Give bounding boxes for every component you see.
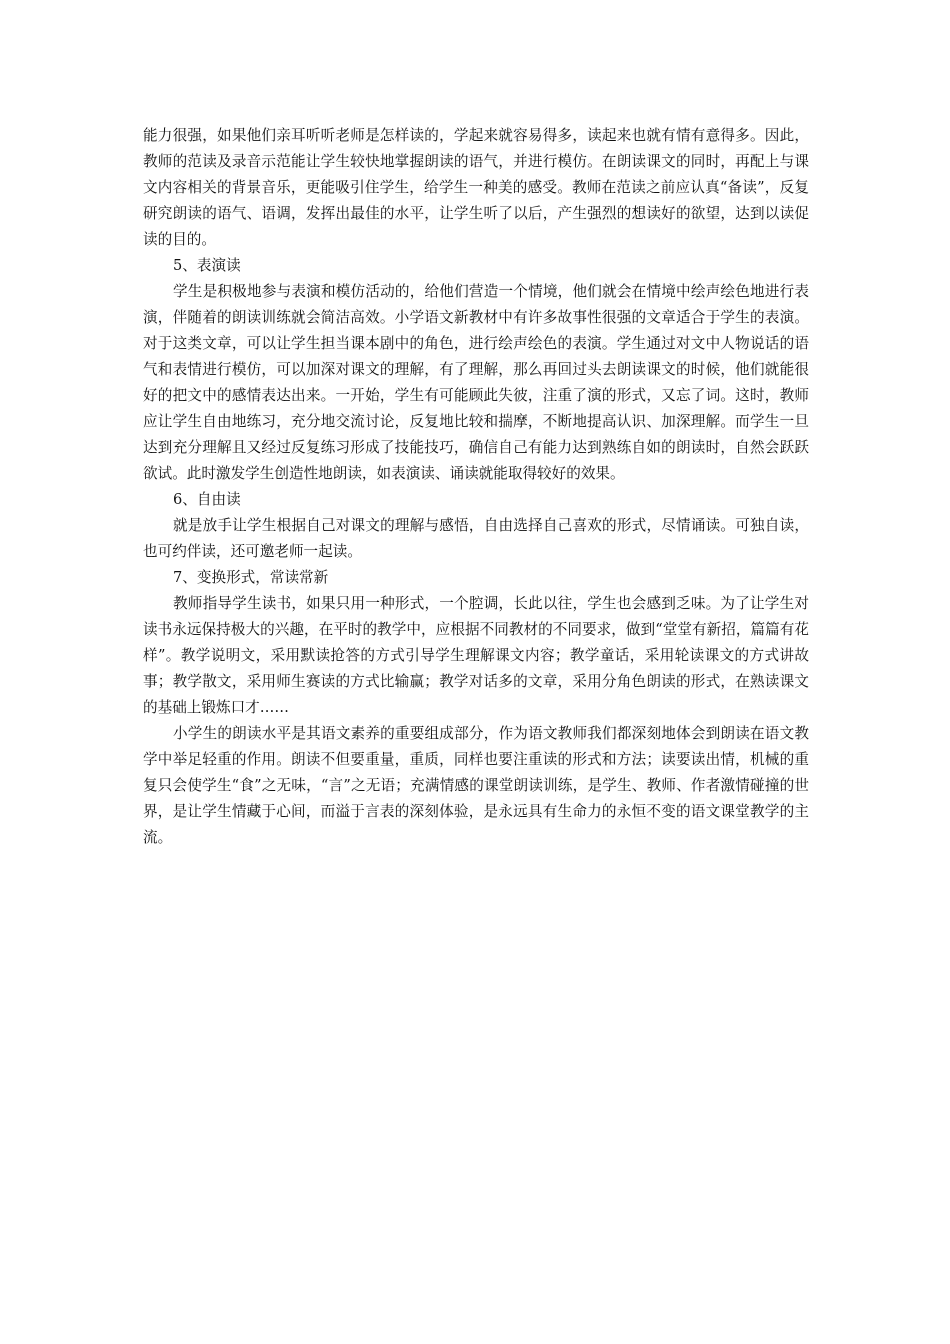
paragraph-conclusion: 小学生的朗读水平是其语文素养的重要组成部分，作为语文教师我们都深刻地体会到朗读在语文教学中举足轻重的作用。朗读不但要重量，重质，同样也要注重读的形式和方法；读要读出情，机械的重复只会使学生“食”之无味，“言”之无语；充满情感的课堂朗读训练，是学生、教师、作者激情碰撞的世界，是让学生情藏于心间，而溢于言表的深刻体验，是永远具有生命力的永恒不变的语文课堂教学的主流。	[143, 725, 809, 846]
section-heading-5: 5、表演读	[173, 257, 241, 274]
paragraph-ziyouDu: 就是放手让学生根据自己对课文的理解与感悟，自由选择自己喜欢的形式，尽情诵读。可独自读，也可约伴读，还可邀老师一起读。	[143, 517, 809, 560]
section-heading-7: 7、变换形式，常读常新	[173, 569, 329, 586]
paragraph-fanDu-continued: 能力很强，如果他们亲耳听听老师是怎样读的，学起来就容易得多，读起来也就有情有意得多。因此，教师的范读及录音示范能让学生较快地掌握朗读的语气，并进行模仿。在朗读课文的同时，再配上与课文内容相关的背景音乐，更能吸引住学生，给学生一种美的感受。教师在范读之前应认真“备读”，反复研究朗读的语气、语调，发挥出最佳的水平，让学生听了以后，产生强烈的想读好的欲望，达到以读促读的目的。	[143, 127, 809, 248]
paragraph-biaoyanDu: 学生是积极地参与表演和模仿活动的，给他们营造一个情境，他们就会在情境中绘声绘色地进行表演，伴随着的朗读训练就会简洁高效。小学语文新教材中有许多故事性很强的文章适合于学生的表演。对于这类文章，可以让学生担当课本剧中的角色，进行绘声绘色的表演。学生通过对文中人物说话的语气和表情进行模仿，可以加深对课文的理解，有了理解，那么再回过头去朗读课文的时候，他们就能很好的把文中的感情表达出来。一开始，学生有可能顾此失彼，注重了演的形式，又忘了词。这时，教师应让学生自由地练习，充分地交流讨论，反复地比较和揣摩，不断地提高认识、加深理解。而学生一旦达到充分理解且又经过反复练习形成了技能技巧，确信自己有能力达到熟练自如的朗读时，自然会跃跃欲试。此时激发学生创造性地朗读，如表演读、诵读就能取得较好的效果。	[143, 283, 809, 482]
section-heading-6: 6、自由读	[173, 491, 241, 508]
document-body	[143, 123, 809, 851]
paragraph-bianhuanXingshi: 教师指导学生读书，如果只用一种形式，一个腔调，长此以往，学生也会感到乏味。为了让学生对读书永远保持极大的兴趣，在平时的教学中，应根据不同教材的不同要求，做到“堂堂有新招，篇篇有花样”。教学说明文，采用默读抢答的方式引导学生理解课文内容；教学童话，采用轮读课文的方式讲故事；教学散文，采用师生赛读的方式比输赢；教学对话多的文章，采用分角色朗读的形式，在熟读课文的基础上锻炼口才……	[143, 595, 809, 716]
